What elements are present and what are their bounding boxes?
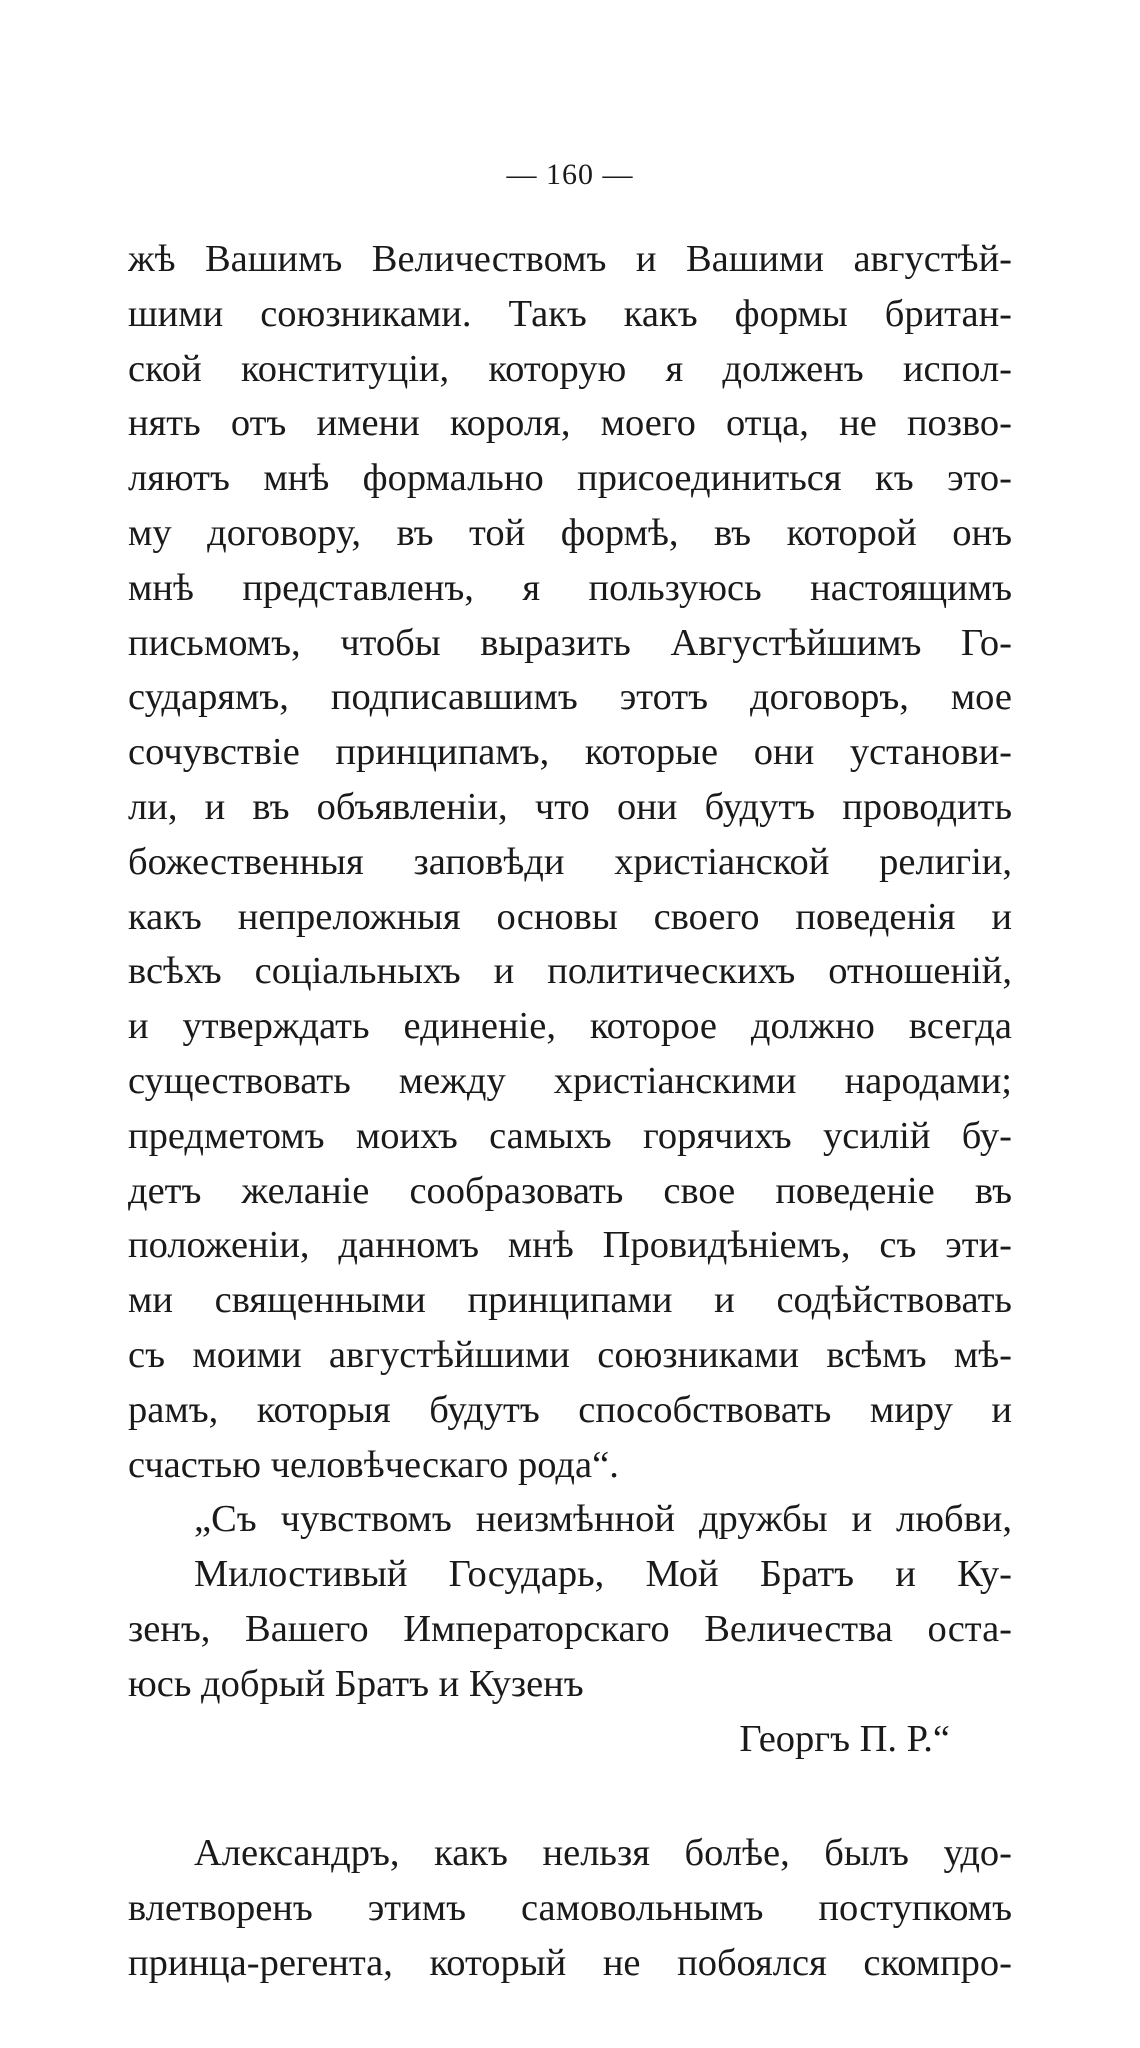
- letter-body: [128, 232, 1012, 1492]
- text-line: божественныя заповѣди христіанской религіи,: [128, 840, 1012, 883]
- closing-line: Милостивый Государь, Мой Братъ и Ку-: [194, 1553, 1012, 1596]
- text-line: съ моими августѣйшими союзниками всѣмъ мѣ-: [128, 1333, 1012, 1376]
- text-line: сочувствіе принципамъ, которые они установи-: [128, 731, 1012, 774]
- closing-line: „Съ чувствомъ неизмѣнной дружбы и любви,: [194, 1498, 1012, 1541]
- page-text: [128, 232, 1012, 1991]
- text-line: му договору, въ той формѣ, въ которой онъ: [128, 511, 1012, 554]
- text-line: жѣ Вашимъ Величествомъ и Вашими августѣй-: [128, 238, 1012, 280]
- text-line: письмомъ, чтобы выразить Августѣйшимъ Го-: [128, 621, 1012, 664]
- text-line: всѣхъ соціальныхъ и политическихъ отношеній,: [128, 950, 1012, 993]
- text-line: и утверждать единеніе, которое должно всегда: [128, 1005, 1012, 1048]
- text-line: Александръ, какъ нельзя болѣе, былъ удо-: [194, 1832, 1012, 1875]
- text-line: рамъ, которыя будутъ способствовать миру и: [128, 1388, 1012, 1431]
- closing-line: зенъ, Вашего Императорскаго Величества оста-: [128, 1607, 1012, 1650]
- text-line: положеніи, данномъ мнѣ Провидѣніемъ, съ эти-: [128, 1224, 1012, 1267]
- text-line: счастью человѣческаго рода“.: [128, 1443, 619, 1486]
- text-line: предметомъ моихъ самыхъ горячихъ усилій бу-: [128, 1114, 1012, 1157]
- text-line: какъ непреложныя основы своего поведенія и: [128, 895, 1012, 938]
- text-line: влетворенъ этимъ самовольнымъ поступкомъ: [128, 1887, 1012, 1930]
- text-line: детъ желаніе сообразовать свое поведеніе въ: [128, 1169, 1012, 1212]
- text-line: ли, и въ объявленіи, что они будутъ проводить: [128, 785, 1012, 828]
- text-line: мнѣ представленъ, я пользуюсь настоящимъ: [128, 566, 1012, 609]
- text-line: ской конституціи, которую я долженъ испол-: [128, 347, 1012, 390]
- section-gap: [128, 1766, 1012, 1826]
- signature: Георгъ П. Р.“: [739, 1717, 950, 1760]
- text-line: шими союзниками. Такъ какъ формы британ-: [128, 292, 1012, 335]
- page-number: — 160 —: [506, 158, 634, 191]
- text-line: нять отъ имени короля, моего отца, не позво-: [128, 402, 1012, 445]
- letter-closing: [128, 1492, 1012, 1766]
- narrative-paragraph: [128, 1826, 1012, 1990]
- text-line: ляютъ мнѣ формально присоединиться къ это-: [128, 457, 1012, 500]
- text-line: сударямъ, подписавшимъ этотъ договоръ, мое: [128, 676, 1012, 719]
- closing-line: юсь добрый Братъ и Кузенъ: [128, 1662, 584, 1705]
- text-line: ми священными принципами и содѣйствовать: [128, 1279, 1012, 1322]
- text-line: существовать между христіанскими народами;: [128, 1059, 1012, 1102]
- text-line: принца-регента, который не побоялся скомпро-: [128, 1941, 1012, 1984]
